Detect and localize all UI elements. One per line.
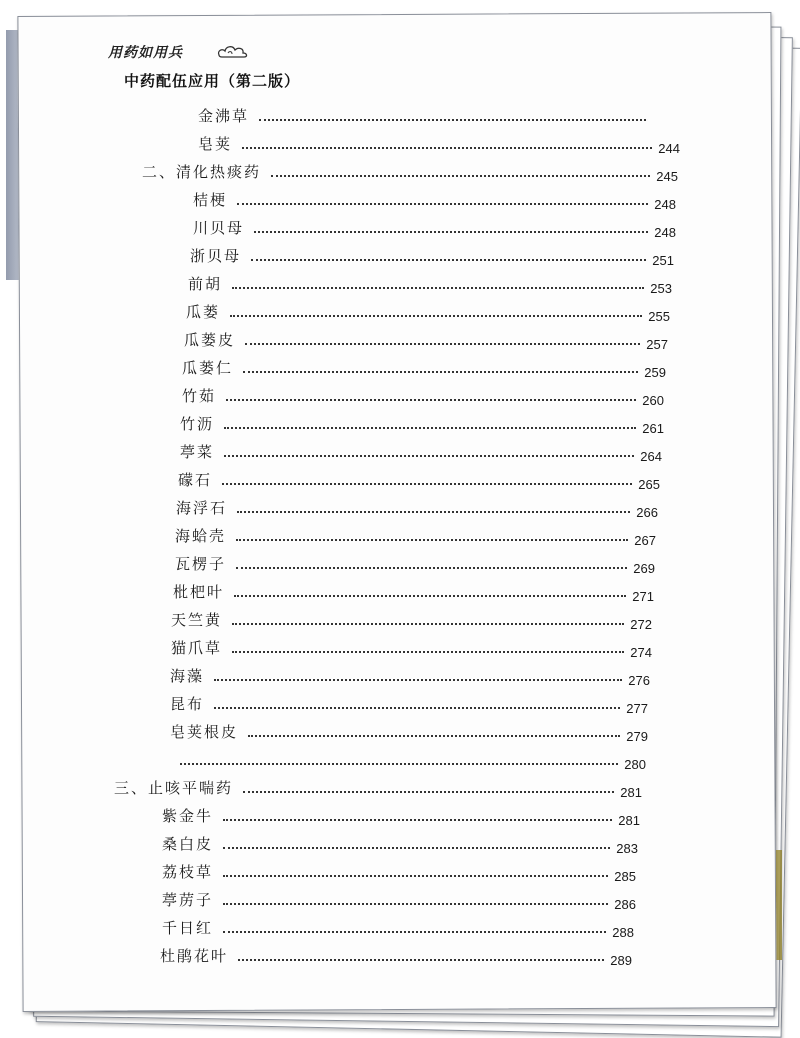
toc-dot-leader <box>242 147 652 149</box>
toc-dot-leader <box>236 567 627 569</box>
toc-entry-label: 海浮石 <box>176 499 228 517</box>
toc-entry <box>176 494 658 518</box>
series-title: 用药如用兵 <box>108 45 183 61</box>
toc-dot-leader <box>226 399 636 401</box>
toc-entry <box>142 158 678 182</box>
toc-entry-page-number: 260 <box>642 393 664 408</box>
toc-entry-label: 枇杷叶 <box>173 583 225 601</box>
toc-entry-label: 川贝母 <box>193 219 245 237</box>
toc-entry-page-number: 276 <box>628 673 650 688</box>
toc-entry <box>160 942 632 966</box>
toc-entry-page-number: 288 <box>612 925 634 940</box>
toc-entry <box>180 410 664 434</box>
toc-entry-label: 杜鹃花叶 <box>160 947 229 965</box>
toc-dot-leader <box>223 931 606 933</box>
toc-entry-page-number: 279 <box>626 729 648 744</box>
toc-entry-page-number: 277 <box>626 701 648 716</box>
toc-entry-label: 三、止咳平喘药 <box>114 779 234 797</box>
toc-dot-leader <box>223 847 610 849</box>
toc-entry <box>162 914 634 938</box>
toc-entry <box>170 746 646 770</box>
toc-entry <box>188 270 672 294</box>
toc-entry <box>162 802 640 826</box>
toc-entry-label: 昆布 <box>170 695 205 713</box>
toc-entry-label: 天竺黄 <box>171 611 223 629</box>
toc-entry <box>193 186 676 210</box>
toc-entry-page-number: 244 <box>658 141 680 156</box>
toc-entry <box>171 634 652 658</box>
toc-dot-leader <box>245 343 640 345</box>
toc-dot-leader <box>180 763 618 765</box>
toc-entry-label: 皂荚根皮 <box>170 723 239 741</box>
toc-dot-leader <box>232 623 624 625</box>
toc-entry-label: 礞石 <box>178 471 213 489</box>
toc-dot-leader <box>259 119 646 121</box>
toc-entry-label: 葶菜 <box>180 443 215 461</box>
toc-entry-page-number: 259 <box>644 365 666 380</box>
toc-entry-page-number: 281 <box>620 785 642 800</box>
toc-dot-leader <box>251 259 646 261</box>
toc-entry <box>184 326 668 350</box>
toc-entry-label: 海藻 <box>170 667 205 685</box>
toc-dot-leader <box>254 231 648 233</box>
toc-dot-leader <box>214 707 620 709</box>
toc-entry <box>198 130 680 154</box>
book-title: 中药配伍应用（第二版） <box>124 72 301 90</box>
toc-entry-page-number: 286 <box>614 897 636 912</box>
toc-dot-leader <box>236 539 628 541</box>
toc-entry-label: 紫金牛 <box>162 807 214 825</box>
toc-entry-page-number: 265 <box>638 477 660 492</box>
toc-entry <box>175 550 655 574</box>
toc-entry-page-number: 269 <box>633 561 655 576</box>
toc-entry <box>170 718 648 742</box>
toc-entry-label: 前胡 <box>188 275 223 293</box>
toc-entry-label: 桔梗 <box>193 191 228 209</box>
toc-entry-label: 瓜蒌 <box>186 303 221 321</box>
toc-entry-page-number: 257 <box>646 337 668 352</box>
toc-entry-label: 金沸草 <box>198 107 250 125</box>
toc-entry-label: 竹沥 <box>180 415 215 433</box>
toc-dot-leader <box>224 455 634 457</box>
toc-dot-leader <box>223 875 608 877</box>
toc-entry-page-number: 245 <box>656 169 678 184</box>
toc-entry-label: 葶苈子 <box>162 891 214 909</box>
toc-entry-page-number: 248 <box>654 225 676 240</box>
toc-dot-leader <box>230 315 642 317</box>
toc-entry-label: 千日红 <box>162 919 214 937</box>
toc-entry-label: 瓦楞子 <box>175 555 227 573</box>
toc-dot-leader <box>224 427 636 429</box>
toc-dot-leader <box>232 651 624 653</box>
toc-entry <box>114 774 642 798</box>
toc-dot-leader <box>223 819 612 821</box>
toc-entry-page-number: 271 <box>632 589 654 604</box>
toc-entry-page-number: 272 <box>630 617 652 632</box>
toc-entry <box>180 438 662 462</box>
toc-dot-leader <box>214 679 622 681</box>
toc-dot-leader <box>271 175 650 177</box>
toc-entry-page-number: 255 <box>648 309 670 324</box>
toc-entry-page-number: 274 <box>630 645 652 660</box>
toc-entry <box>162 830 638 854</box>
toc-entry-page-number: 248 <box>654 197 676 212</box>
toc-entry <box>162 858 636 882</box>
toc-dot-leader <box>238 959 604 961</box>
toc-entry-label: 海蛤壳 <box>175 527 227 545</box>
toc-entry-page-number: 266 <box>636 505 658 520</box>
toc-entry <box>173 578 654 602</box>
toc-entry <box>198 102 652 126</box>
toc-dot-leader <box>232 287 644 289</box>
toc-entry <box>171 606 652 630</box>
toc-entry-label: 桑白皮 <box>162 835 214 853</box>
toc-entry <box>190 242 674 266</box>
toc-entry-page-number: 285 <box>614 869 636 884</box>
toc-entry <box>170 690 648 714</box>
toc-dot-leader <box>248 735 620 737</box>
toc-entry <box>186 298 670 322</box>
toc-entry-page-number: 281 <box>618 813 640 828</box>
toc-dot-leader <box>234 595 626 597</box>
toc-entry-page-number: 261 <box>642 421 664 436</box>
toc-entry-label: 瓜蒌仁 <box>182 359 234 377</box>
toc-dot-leader <box>223 903 608 905</box>
toc-entry-label: 猫爪草 <box>171 639 223 657</box>
toc-entry-label: 瓜蒌皮 <box>184 331 236 349</box>
toc-dot-leader <box>243 791 614 793</box>
toc-entry-label: 荔枝草 <box>162 863 214 881</box>
toc-entry-page-number: 267 <box>634 533 656 548</box>
toc-entry-page-number: 280 <box>624 757 646 772</box>
toc-entry <box>175 522 656 546</box>
toc-entry <box>182 382 664 406</box>
cloud-ornament-icon <box>216 44 250 60</box>
toc-entry <box>193 214 676 238</box>
toc-entry-page-number: 253 <box>650 281 672 296</box>
toc-dot-leader <box>222 483 632 485</box>
toc-entry-label: 浙贝母 <box>190 247 242 265</box>
toc-entry-label: 皂荚 <box>198 135 233 153</box>
toc-entry <box>178 466 660 490</box>
toc-dot-leader <box>237 203 648 205</box>
toc-entry <box>162 886 636 910</box>
toc-entry-page-number: 289 <box>610 953 632 968</box>
toc-dot-leader <box>237 511 630 513</box>
toc-dot-leader <box>243 371 638 373</box>
toc-entry-label: 竹茹 <box>182 387 217 405</box>
toc-entry-label: 二、清化热痰药 <box>142 163 262 181</box>
toc-entry-page-number: 264 <box>640 449 662 464</box>
toc-entry <box>182 354 666 378</box>
toc-entry-page-number: 283 <box>616 841 638 856</box>
toc-entry <box>170 662 650 686</box>
toc-entry-page-number: 251 <box>652 253 674 268</box>
